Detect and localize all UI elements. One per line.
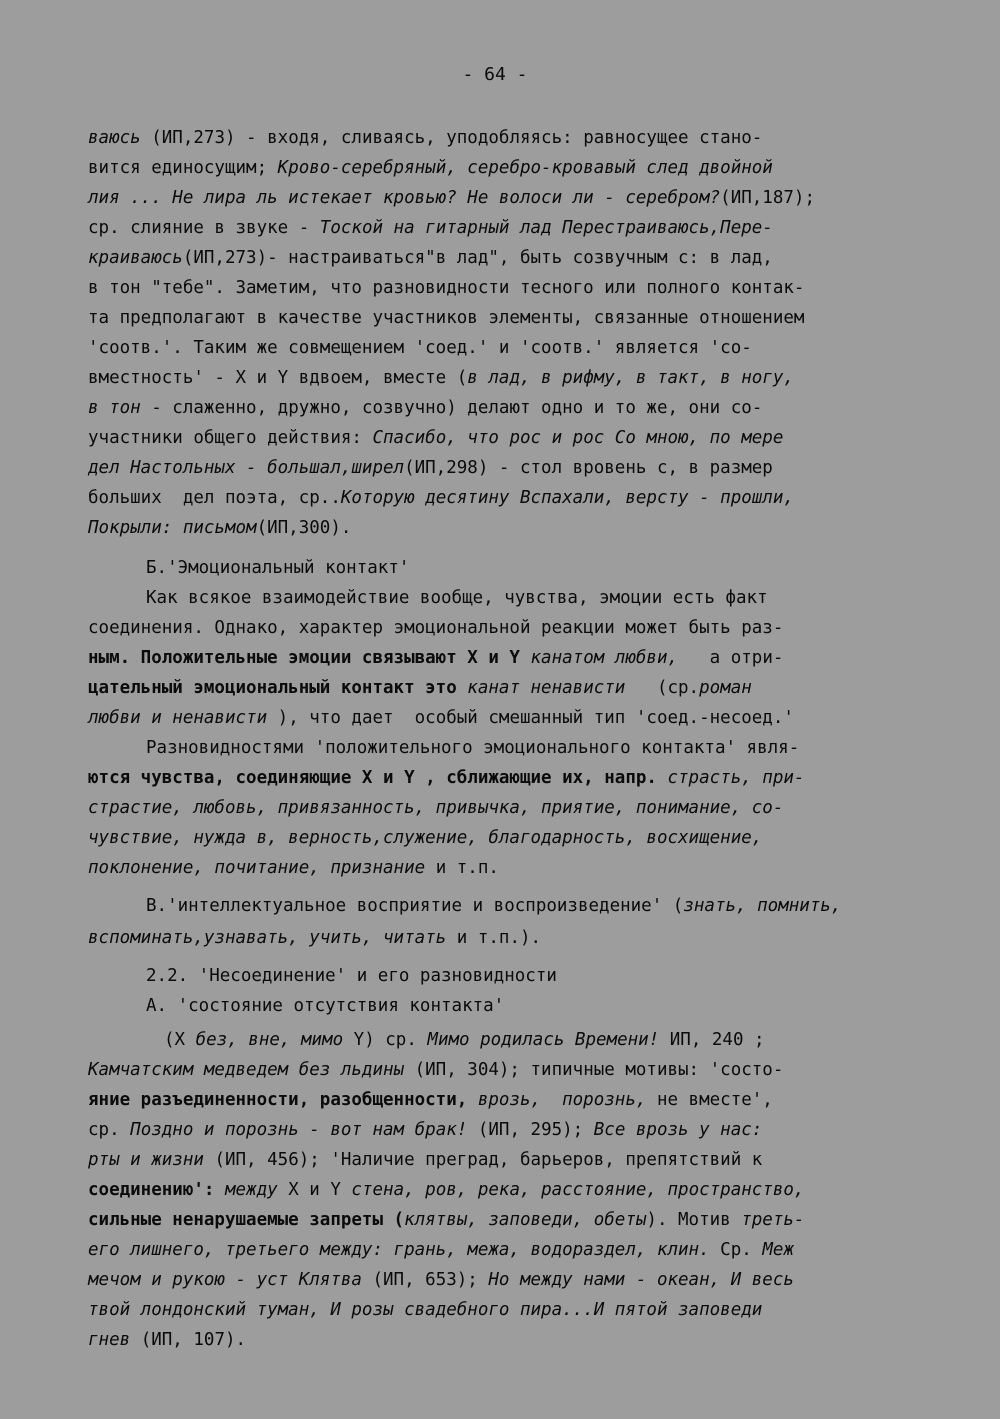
text-run: страстие, любовь, привязанность, привычка, приятие, понимание, со- [88, 798, 784, 818]
text-line [88, 798, 783, 818]
text-run: ваюсь [88, 128, 141, 148]
text-run: Спасибо, что рос и рос Со мною, по мере [372, 428, 784, 448]
text-line [146, 896, 841, 916]
text-run: Покрыли: письмом [88, 518, 257, 538]
text-run: Разновидностями 'положительного эмоционального контакта' явля- [146, 738, 800, 758]
text-run: Тоской на гитарный лад Перестраиваюсь,Пере- [319, 218, 773, 238]
text-run: X и Y [277, 1180, 352, 1200]
text-run: любви и ненависти [88, 708, 268, 728]
text-run: (ИП,300). [256, 518, 352, 538]
text-run: 'соотв.'. Таким же совмещением 'соед.' и 'соотв.' является 'со- [88, 338, 752, 358]
text-run: твой лондонский туман, И розы свадебного пира...И пятой заповеди [88, 1300, 763, 1320]
text-line [88, 398, 762, 418]
text-run: (ИП, 295); [467, 1120, 594, 1140]
text-run: соединения. Однако, характер эмоциональной реакции может быть раз- [88, 618, 784, 638]
text-run: а отри- [678, 648, 784, 668]
text-line [88, 928, 541, 948]
text-run: клятвы, заповеди, обеты [404, 1210, 647, 1230]
text-run: Которую десятину Вспахали, версту - прошли, [340, 488, 794, 508]
text-run: канатом любви, [530, 648, 679, 668]
text-line [88, 1060, 783, 1080]
text-run: врозь, порознь, [477, 1090, 647, 1110]
text-run: и т.п. [425, 858, 499, 878]
text-run: яние разъединенности, разобщенности, [88, 1090, 478, 1110]
text-run: в лад, в рифму, в такт, в ногу, [467, 368, 794, 388]
text-run: страсть, при- [667, 768, 805, 788]
text-run: чувствие, нужда в, верность,служение, благодарность, восхищение, [88, 828, 763, 848]
text-line [88, 678, 752, 698]
text-line [88, 1300, 762, 1320]
text-run: канат ненависти [467, 678, 626, 698]
text-run: его лишнего, третьего между: грань, межа, водораздел, клин. [88, 1240, 710, 1260]
text-line [88, 708, 794, 728]
text-run: Мимо родилась Времени! [427, 1030, 660, 1050]
text-run: Y) ср. [343, 1030, 428, 1050]
text-run: (ИП, 653); [361, 1270, 489, 1290]
page-number: - 64 - [462, 64, 528, 85]
text-run: роман [699, 678, 752, 698]
text-run: поклонение, почитание, признание [88, 858, 426, 878]
text-run: (ИП,298) - стол вровень с, в размер [404, 458, 773, 478]
text-run: Поздно и порознь - вот нам брак! [130, 1120, 468, 1140]
text-run: без, вне, мимо [195, 1030, 344, 1050]
text-run: Как всякое взаимодействие вообще, чувства, эмоции есть факт [146, 588, 768, 608]
text-run: Меж [762, 1240, 794, 1260]
text-run: (ср. [625, 678, 700, 698]
text-run: больших дел поэта, ср.. [88, 488, 341, 508]
text-line [88, 428, 783, 448]
text-line [146, 558, 409, 578]
text-line [146, 588, 768, 608]
text-line [164, 1030, 765, 1050]
text-run: (ИП, 456); 'Наличие преград, барьеров, препятствий к [203, 1150, 763, 1170]
text-line [88, 488, 794, 508]
text-run: между [224, 1180, 278, 1200]
text-line [88, 828, 762, 848]
text-run: вится единосущим; [88, 158, 278, 178]
text-line [88, 458, 773, 478]
text-run: - слаженно, дружно, созвучно) делают одно и то же, они со- [140, 398, 763, 418]
text-run: (ИП, 304); типичные мотивы: 'состо- [404, 1060, 784, 1080]
text-run: ), что дает особый смешанный тип 'соед.-несоед.' [267, 708, 794, 728]
text-run: А. 'состояние отсутствия контакта' [146, 996, 505, 1016]
text-line [88, 368, 794, 388]
text-line [88, 278, 804, 298]
text-run: сильные ненарушаемые запреты ( [88, 1210, 405, 1230]
text-run: та предполагают в качестве участников элементы, связанные отношением [88, 308, 805, 328]
text-run: дел Настольных - большал,ширел [88, 458, 405, 478]
text-line [88, 308, 804, 328]
text-run: вспоминать,узнавать, учить, читать [88, 928, 447, 948]
text-run: ным. Положительные эмоции связывают X и Y [88, 648, 531, 668]
text-line [88, 518, 351, 538]
text-line [88, 1090, 773, 1110]
text-line [88, 338, 752, 358]
text-line [88, 218, 773, 238]
text-run: соединению': [88, 1180, 225, 1200]
text-line [88, 1120, 762, 1140]
text-run: Все врозь у нас: [593, 1120, 763, 1140]
text-run: лия ... Не лира ль истекает кровью? Не волоси ли - серебром? [88, 188, 721, 208]
text-run: ). Мотив [646, 1210, 742, 1230]
text-run: Крово-серебряный, серебро-кровавый след двойной [277, 158, 773, 178]
text-run: мечом и рукою - уст Клятва [88, 1270, 362, 1290]
text-run: краиваюсь [88, 248, 183, 268]
text-run: вместность' - X и Y вдвоем, вместе ( [88, 368, 468, 388]
text-line [88, 1180, 804, 1200]
text-line [88, 1210, 804, 1230]
text-run: Но между нами - океан, И весь [488, 1270, 794, 1290]
text-line [88, 1270, 794, 1290]
text-run: в тон [88, 398, 141, 418]
text-run: (ИП, 107). [130, 1330, 247, 1350]
text-line [146, 738, 799, 758]
text-line [88, 858, 499, 878]
text-run: (X [164, 1030, 196, 1050]
text-run: 2.2. 'Несоединение' и его разновидности [146, 966, 557, 986]
text-run: цательный эмоциональный контакт это [88, 678, 468, 698]
text-run: треть- [741, 1210, 805, 1230]
text-run: и т.п.). [446, 928, 542, 948]
text-run: ИП, 240 ; [659, 1030, 765, 1050]
text-run: знать, помнить, [683, 896, 842, 916]
text-run: Б.'Эмоциональный контакт' [146, 558, 410, 578]
text-run: не вместе', [646, 1090, 773, 1110]
text-run: (ИП,273)- настраиваться"в лад", быть созвучным с: в лад, [182, 248, 773, 268]
text-line [88, 648, 783, 668]
text-run: Камчатским медведем без льдины [88, 1060, 405, 1080]
text-run: (ИП,187); [720, 188, 815, 208]
text-line [88, 1150, 762, 1170]
text-line [88, 768, 804, 788]
text-run: ср. [88, 1120, 131, 1140]
text-line [88, 1240, 794, 1260]
text-run: рты и жизни [88, 1150, 204, 1170]
text-run: в тон "тебе". Заметим, что разновидности тесного или полного контак- [88, 278, 805, 298]
text-line [146, 966, 557, 986]
text-run: ср. слияние в звуке - [88, 218, 320, 238]
text-run: ются чувства, соединяющие X и Y , сближающие их, напр. [88, 768, 668, 788]
text-line [88, 158, 773, 178]
text-run: участники общего действия: [88, 428, 373, 448]
text-run: В.'интеллектуальное восприятие и воспроизведение' ( [146, 896, 684, 916]
text-line [88, 618, 783, 638]
text-line [146, 996, 504, 1016]
text-run: Ср. [709, 1240, 763, 1260]
text-line [88, 248, 773, 268]
text-line [88, 128, 762, 148]
text-run: стена, ров, река, расстояние, пространство, [351, 1180, 805, 1200]
text-line [88, 188, 815, 208]
text-run: гнев [88, 1330, 131, 1350]
text-run: (ИП,273) - входя, сливаясь, уподобляясь: равносущее стано- [140, 128, 763, 148]
text-line [88, 1330, 246, 1350]
